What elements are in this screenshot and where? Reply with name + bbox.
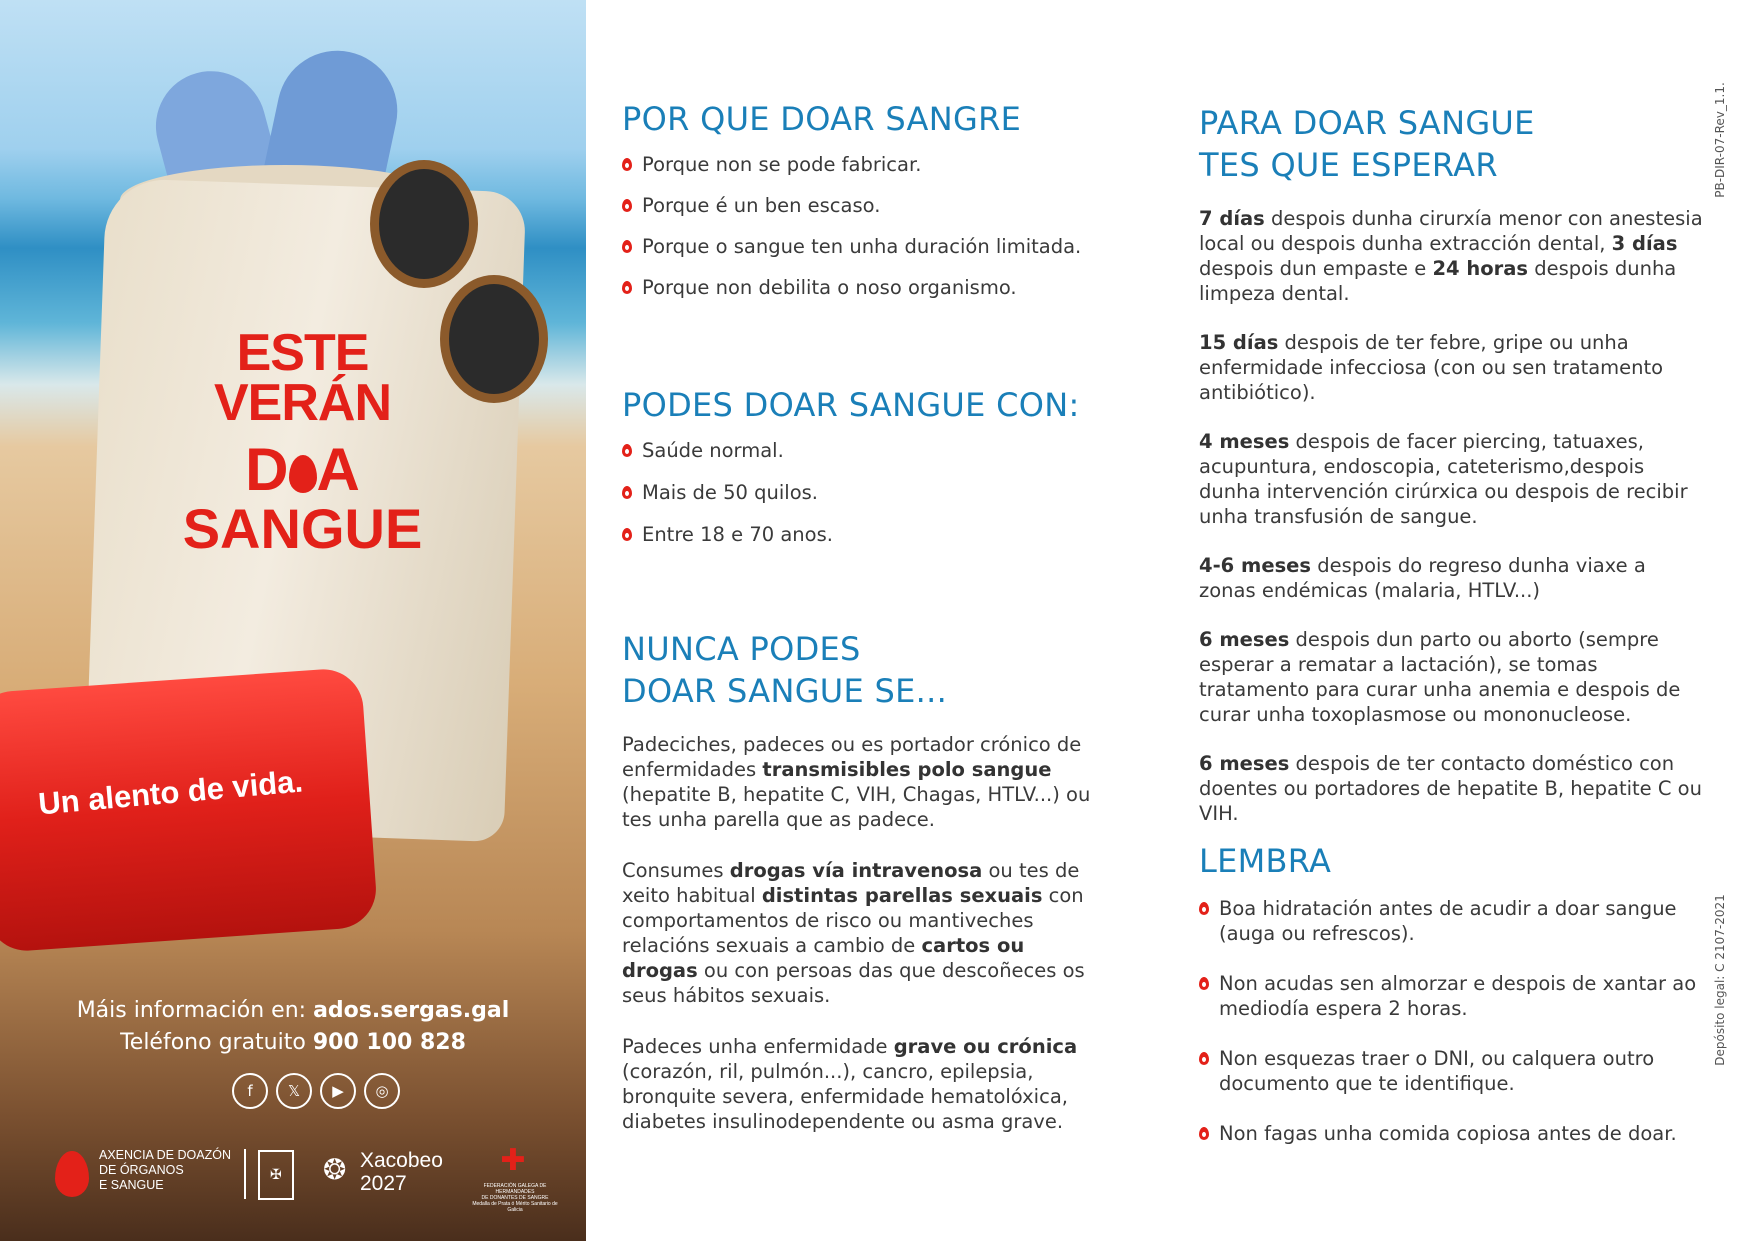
campaign-line1: ESTE bbox=[236, 324, 369, 382]
sunglasses-lens-left bbox=[370, 160, 478, 288]
ados-logo-text bbox=[99, 1148, 231, 1193]
list-item: Saúde normal. bbox=[622, 438, 1092, 463]
ados-line3: E SANGUE bbox=[99, 1178, 164, 1192]
campaign-letter-d: D bbox=[245, 436, 289, 503]
scallop-shell-icon: ❂ bbox=[323, 1153, 347, 1186]
fed-line3: Medalla de Prata ó Mérito Sanitario de Galicia bbox=[472, 1201, 558, 1213]
never-paragraph-3: Padeces unha enfermidade grave ou crónica (corazón, ril, pulmón...), cancro, epilepsia, bronquite severa, enfermidade hematolóxica, diabetes insulinodependente ou asma grave. bbox=[622, 1035, 1078, 1133]
section-why-title: POR QUE DOAR SANGRE bbox=[622, 100, 1022, 138]
section-remember-list bbox=[1199, 896, 1704, 1146]
section-can-title: PODES DOAR SANGUE CON: bbox=[622, 386, 1080, 424]
slogan: Un alento de vida. bbox=[36, 763, 305, 822]
section-wait-title-line2: TES QUE ESPERAR bbox=[1199, 146, 1498, 184]
section-never-title-line1: NUNCA PODES bbox=[622, 630, 861, 668]
list-item: Non esquezas traer o DNI, ou calquera outro documento que te identifique. bbox=[1199, 1046, 1704, 1096]
wait-paragraph-5: 6 meses despois dun parto ou aborto (sempre esperar a rematar a lactación), se tomas tratamento para curar unha anemia e despois de curar unha toxoplasmose ou mononucleose. bbox=[1199, 628, 1681, 726]
ados-line2: DE ÓRGANOS bbox=[99, 1163, 184, 1177]
xacobeo-name: Xacobeo bbox=[360, 1149, 443, 1172]
ados-line1: AXENCIA DE DOAZÓN bbox=[99, 1148, 231, 1162]
instagram-icon[interactable]: ◎ bbox=[364, 1073, 400, 1109]
info-line bbox=[0, 995, 586, 1027]
list-item: Non fagas unha comida copiosa antes de doar. bbox=[1199, 1121, 1704, 1146]
list-item: Porque non se pode fabricar. bbox=[622, 152, 1092, 177]
campaign-title bbox=[145, 324, 460, 560]
section-wait-title bbox=[1199, 102, 1704, 186]
youtube-icon[interactable]: ▶ bbox=[320, 1073, 356, 1109]
info-url[interactable]: ados.sergas.gal bbox=[313, 998, 510, 1023]
section-wait bbox=[1199, 102, 1704, 826]
wait-paragraph-1: 7 días despois dunha cirurxía menor con anestesia local ou despois dunha extracción dental, 3 días despois dun empaste e 24 horas despois dunha limpeza dental. bbox=[1199, 207, 1703, 305]
xunta-shield-icon: ✠ bbox=[258, 1150, 294, 1200]
fed-line1: FEDERACIÓN GALEGA DE HERMANDADES bbox=[483, 1183, 547, 1195]
logo-divider bbox=[244, 1149, 246, 1199]
column-left bbox=[622, 98, 1092, 316]
never-paragraph-1: Padeciches, padeces ou es portador crónico de enfermidades transmisibles polo sangue (hepatite B, hepatite C, VIH, Chagas, HTLV...) ou tes unha parella que as padece. bbox=[622, 733, 1091, 831]
wait-paragraph-4: 4-6 meses despois do regreso dunha viaxe a zonas endémicas (malaria, HTLV...) bbox=[1199, 554, 1646, 602]
section-why-list bbox=[622, 152, 1092, 300]
section-never bbox=[622, 628, 1092, 1134]
wait-paragraph-2: 15 días despois de ter febre, gripe ou unha enfermidade infecciosa (con ou sen tratamento antibiótico). bbox=[1199, 331, 1664, 404]
info-prefix: Máis información en: bbox=[76, 998, 314, 1023]
section-wait-title-line1: PARA DOAR SANGUE bbox=[1199, 104, 1535, 142]
list-item: Porque é un ben escaso. bbox=[622, 193, 1092, 218]
section-never-title-line2: DOAR SANGUE SE... bbox=[622, 672, 948, 710]
phone-prefix: Teléfono gratuito bbox=[120, 1030, 313, 1055]
section-can bbox=[622, 384, 1092, 564]
federacion-logo-text bbox=[465, 1183, 565, 1213]
logos-bar bbox=[55, 1145, 575, 1215]
list-item: Mais de 50 quilos. bbox=[622, 480, 1092, 505]
cross-icon: ✚ bbox=[500, 1143, 526, 1178]
list-item: Entre 18 e 70 anos. bbox=[622, 522, 1092, 547]
blood-drop-icon bbox=[289, 455, 317, 493]
phone-line bbox=[0, 1027, 586, 1059]
wait-paragraph-3: 4 meses despois de facer piercing, tatuaxes, acupuntura, endoscopia, cateterismo,despois dunha intervención cirúrxica ou despois de recibir unha transfusión de sangue. bbox=[1199, 430, 1688, 528]
cover-panel bbox=[0, 0, 586, 1241]
ados-drop-icon bbox=[55, 1151, 89, 1197]
x-icon[interactable]: 𝕏 bbox=[276, 1073, 312, 1109]
phone-number[interactable]: 900 100 828 bbox=[312, 1030, 466, 1055]
campaign-line2: VERÁN bbox=[213, 374, 392, 432]
section-can-list bbox=[622, 438, 1092, 547]
list-item: Boa hidratación antes de acudir a doar sangue (auga ou refrescos). bbox=[1199, 896, 1704, 946]
facebook-icon[interactable]: f bbox=[232, 1073, 268, 1109]
legal-deposit: Depósito legal: C 2107-2021 bbox=[1713, 894, 1727, 1066]
section-remember-title: LEMBRA bbox=[1199, 842, 1332, 880]
campaign-line3 bbox=[145, 438, 460, 502]
fed-line2: DE DONANTES DE SANGRE bbox=[481, 1195, 549, 1201]
list-item: Porque o sangue ten unha duración limitada. bbox=[622, 234, 1092, 259]
list-item: Porque non debilita o noso organismo. bbox=[622, 275, 1092, 300]
contact-info bbox=[0, 995, 586, 1059]
campaign-letter-a: A bbox=[316, 436, 360, 503]
section-remember bbox=[1199, 840, 1704, 1171]
list-item: Non acudas sen almorzar e despois de xantar ao mediodía espera 2 horas. bbox=[1199, 971, 1704, 1021]
never-paragraph-2: Consumes drogas vía intravenosa ou tes de xeito habitual distintas parellas sexuais con comportamentos de risco ou mantiveches relacións sexuais a cambio de cartos ou drogas ou con persoas das que descoñeces os seus hábitos sexuais. bbox=[622, 859, 1085, 1007]
section-never-title bbox=[622, 628, 1092, 712]
xacobeo-logo bbox=[360, 1149, 443, 1195]
document-code: PB-DIR-07-Rev_1.1. bbox=[1713, 82, 1727, 198]
wait-paragraph-6: 6 meses despois de ter contacto doméstico con doentes ou portadores de hepatite B, hepatite C ou VIH. bbox=[1199, 752, 1702, 825]
xacobeo-year: 2027 bbox=[360, 1172, 407, 1195]
campaign-line4: SANGUE bbox=[182, 497, 423, 560]
social-links bbox=[232, 1073, 400, 1109]
